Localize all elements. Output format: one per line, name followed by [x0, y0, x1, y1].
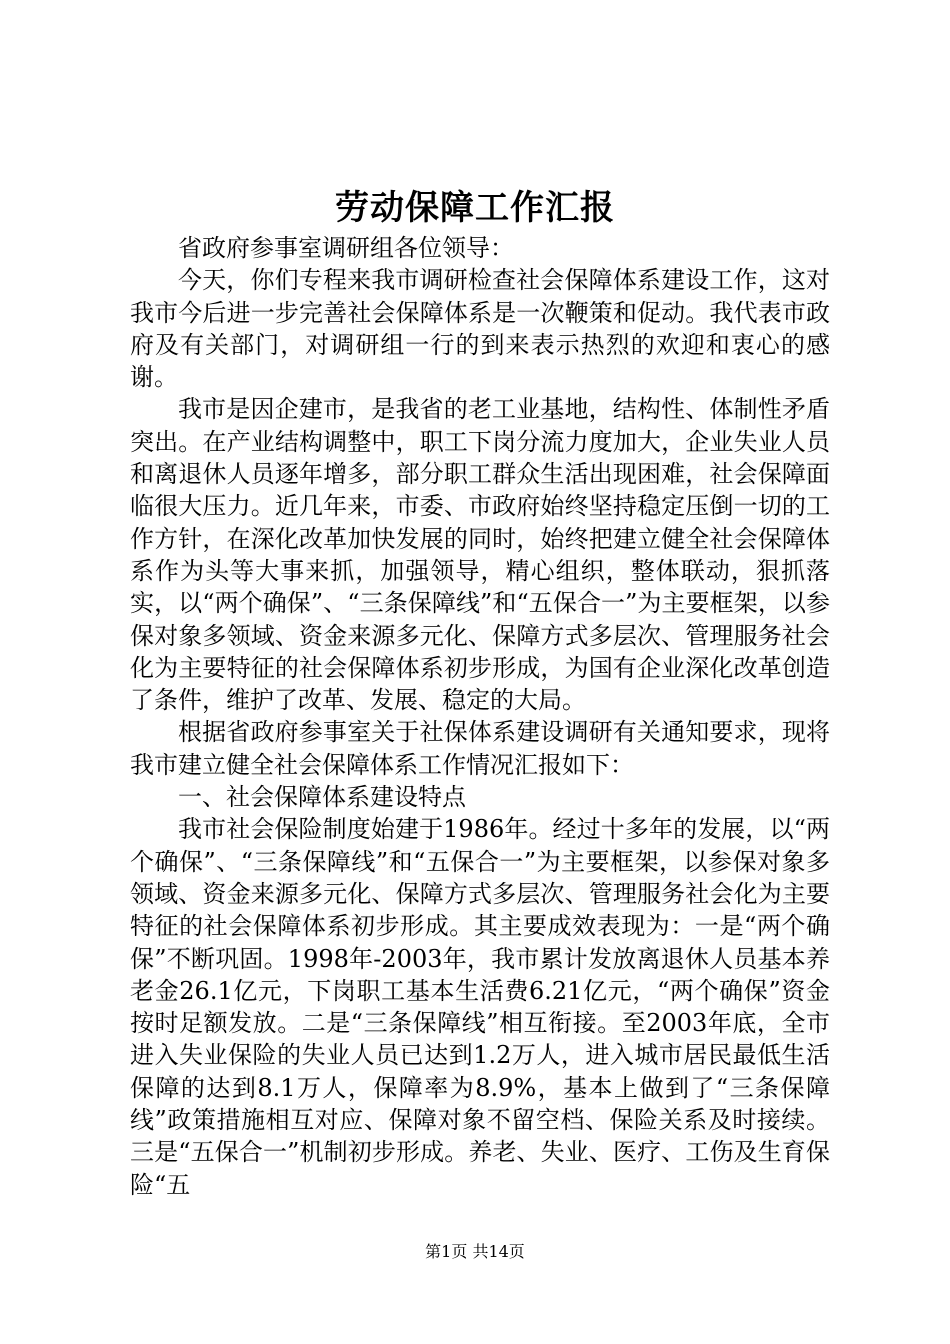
section-heading: 一、社会保障体系建设特点 — [178, 783, 466, 812]
body-paragraph: 我市是因企建市，是我省的老工业基地，结构性、体制性矛盾突出。在产业结构调整中，职工下岗分流力度加大，企业失业人员和离退休人员逐年增多，部分职工群众生活出现困难，社会保障面临很大压力。近几年来，市委、市政府始终坚持稳定压倒一切的工作方针，在深化改革加快发展的同时，始终把建立健全社会保障体系作为头等大事来抓，加强领导，精心组织，整体联动，狠抓落实，以“两个确保”、“三条保障线”和“五保合一”为主要框架，以参保对象多领域、资金来源多元化、保障方式多层次、管理服务社会化为主要特征的社会保障体系初步形成，为国有企业深化改革创造了条件，维护了改革、发展、稳定的大局。 — [130, 395, 830, 715]
page-number-footer: 第1页 共14页 — [425, 1242, 525, 1261]
body-paragraph: 我市社会保险制度始建于1986年。经过十多年的发展，以“两个确保”、“三条保障线”和“五保合一”为主要框架，以参保对象多领域、资金来源多元化、保障方式多层次、管理服务社会化为主要特征的社会保障体系初步形成。其主要成效表现为：一是“两个确保”不断巩固。1998年-2003年，我市累计发放离退休人员基本养老金26.1亿元，下岗职工基本生活费6.21亿元，“两个确保”资金按时足额发放。二是“三条保障线”相互衔接。至2003年底，全市进入失业保险的失业人员已达到1.2万人，进入城市居民最低生活保障的达到8.1万人，保障率为8.9%，基本上做到了“三条保障线”政策措施相互对应、保障对象不留空档、保险关系及时接续。三是“五保合一”机制初步形成。养老、失业、医疗、工伤及生育保险“五 — [130, 815, 830, 1199]
body-paragraph: 今天，你们专程来我市调研检查社会保障体系建设工作，这对我市今后进一步完善社会保障体系是一次鞭策和促动。我代表市政府及有关部门，对调研组一行的到来表示热烈的欢迎和衷心的感谢。 — [130, 266, 830, 392]
document-title: 劳动保障工作汇报 — [335, 188, 615, 228]
body-paragraph: 根据省政府参事室关于社保体系建设调研有关通知要求，现将我市建立健全社会保障体系工作情况汇报如下： — [130, 718, 830, 779]
salutation-paragraph: 省政府参事室调研组各位领导： — [178, 234, 514, 262]
document-body — [130, 232, 830, 1201]
